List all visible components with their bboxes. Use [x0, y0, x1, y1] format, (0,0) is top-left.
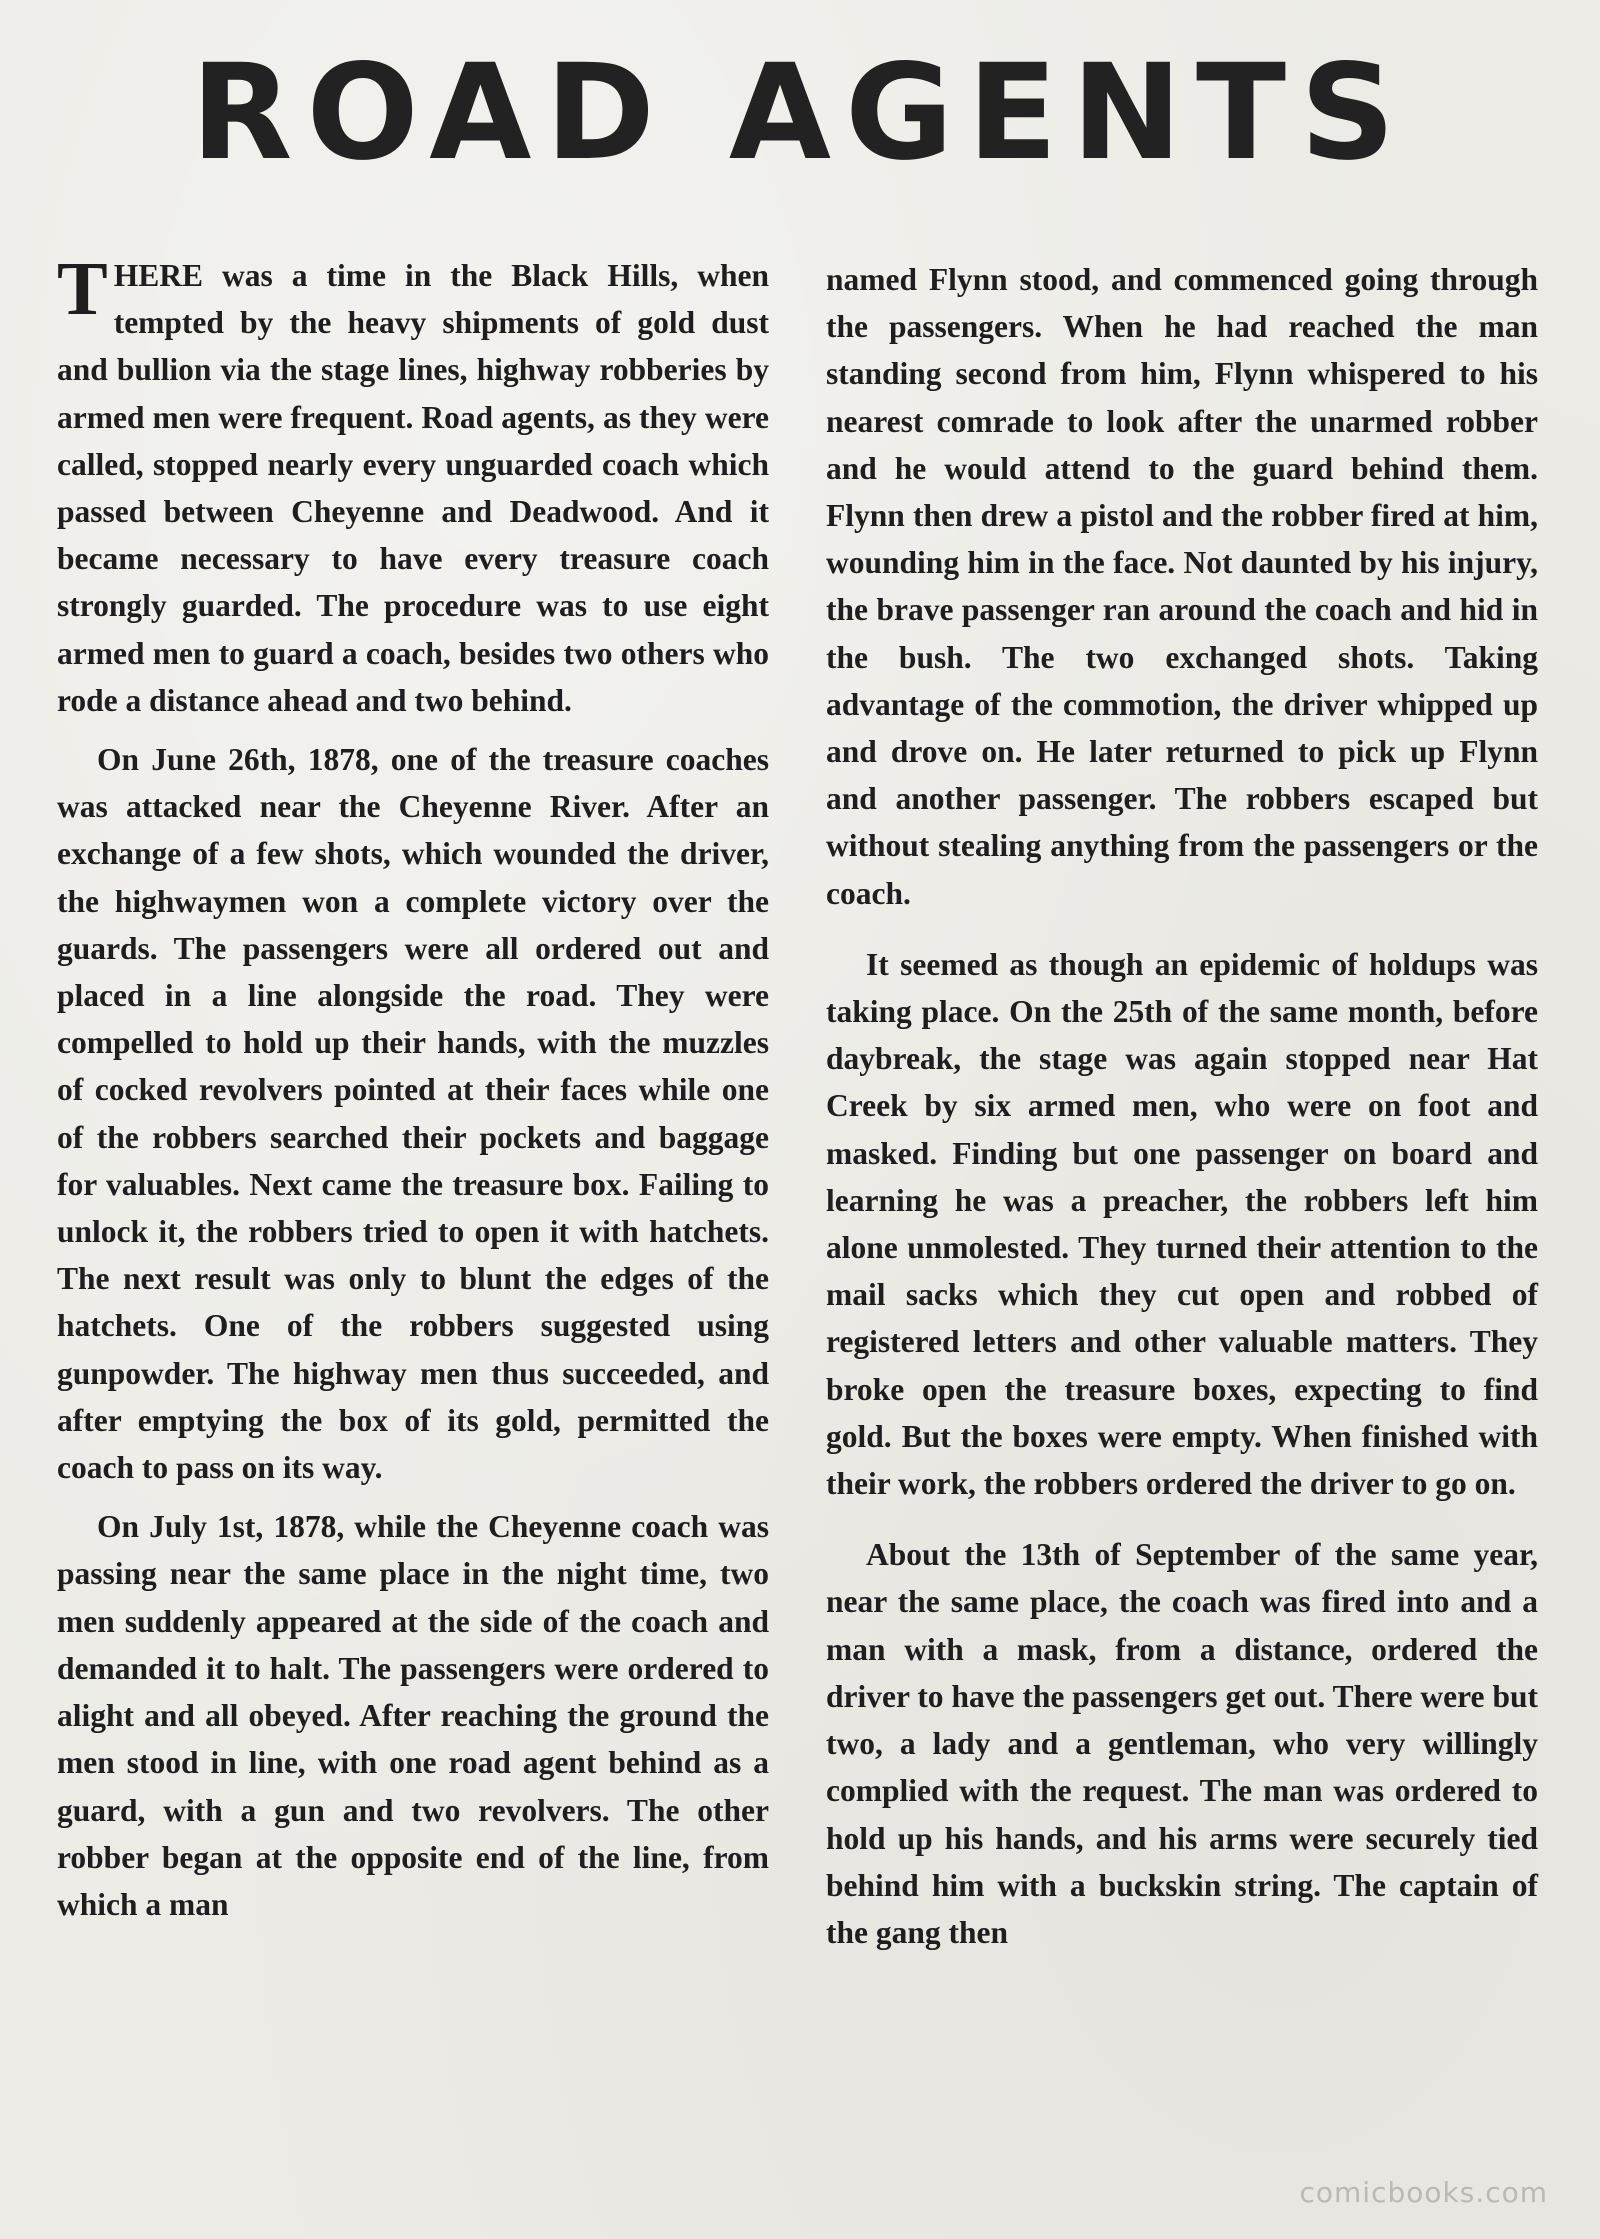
watermark: comicbooks.com — [1299, 2176, 1548, 2209]
paragraph-1 — [57, 247, 769, 724]
drop-cap: T — [57, 247, 108, 331]
left-column — [57, 247, 769, 1940]
right-column — [826, 256, 1538, 1968]
paragraph-2: On June 26th, 1878, one of the treasure coaches was attacked near the Cheyenne River. After an exchange of a few shots, which wounded the driver, the highwaymen won a complete victory over the guards. The passengers were all ordered out and placed in a line alongside the road. They were compelled to hold up their hands, with the muzzles of cocked revolvers pointed at their faces while one of the robbers searched their pockets and baggage for valuables. Next came the treasure box. Failing to unlock it, the robbers tried to open it with hatchets. The next result was only to blunt the edges of the hatchets. One of the robbers suggested using gunpowder. The highway men thus succeeded, and after emptying the box of its gold, permitted the coach to pass on its way. — [57, 742, 769, 1486]
paragraph-1-text: HERE was a time in the Black Hills, when tempted by the heavy shipments of gold dust and bullion via the stage lines, highway robberies by armed men were frequent. Road agents, as they were called, stopped nearly every unguarded coach which passed between Cheyenne and Deadwood. And it became necessary to have every treasure coach strongly guarded. The procedure was to use eight armed men to guard a coach, besides two others who rode a distance ahead and two behind. — [57, 258, 769, 718]
article-title: ROAD AGENTS — [190, 36, 1410, 190]
paragraph-6: About the 13th of September of the same year, near the same place, the coach was fired into and a man with a mask, from a distance, ordered the driver to have the passengers get out. There were but two, a lady and a gentleman, who very willingly complied with the request. The man was ordered to hold up his hands, and his arms were securely tied behind him with a buckskin string. The captain of the gang then — [826, 1537, 1538, 1950]
paragraph-4: named Flynn stood, and commenced going through the passengers. When he had reached the man standing second from him, Flynn whispered to his nearest comrade to look after the unarmed robber and he would attend to the guard behind them. Flynn then drew a pistol and the robber fired at him, wounding him in the face. Not daunted by his injury, the brave passenger ran around the coach and hid in the bush. The two exchanged shots. Taking advantage of the commotion, the driver whipped up and drove on. He later returned to pick up Flynn and another passenger. The robbers escaped but without stealing anything from the passengers or the coach. — [826, 262, 1538, 911]
paragraph-3: On July 1st, 1878, while the Cheyenne coach was passing near the same place in the night time, two men suddenly appeared at the side of the coach and demanded it to halt. The passengers were ordered to alight and all obeyed. After reaching the ground the men stood in line, with one road agent behind as a guard, with a gun and two revolvers. The other robber began at the opposite end of the line, from which a man — [57, 1509, 769, 1922]
paragraph-5: It seemed as though an epidemic of holdups was taking place. On the 25th of the same month, before daybreak, the stage was again stopped near Hat Creek by six armed men, who were on foot and masked. Finding but one passenger on board and learning he was a preacher, the robbers left him alone unmolested. They turned their attention to the mail sacks which they cut open and robbed of registered letters and other valuable matters. They broke open the treasure boxes, expecting to find gold. But the boxes were empty. When finished with their work, the robbers ordered the driver to go on. — [826, 946, 1538, 1502]
